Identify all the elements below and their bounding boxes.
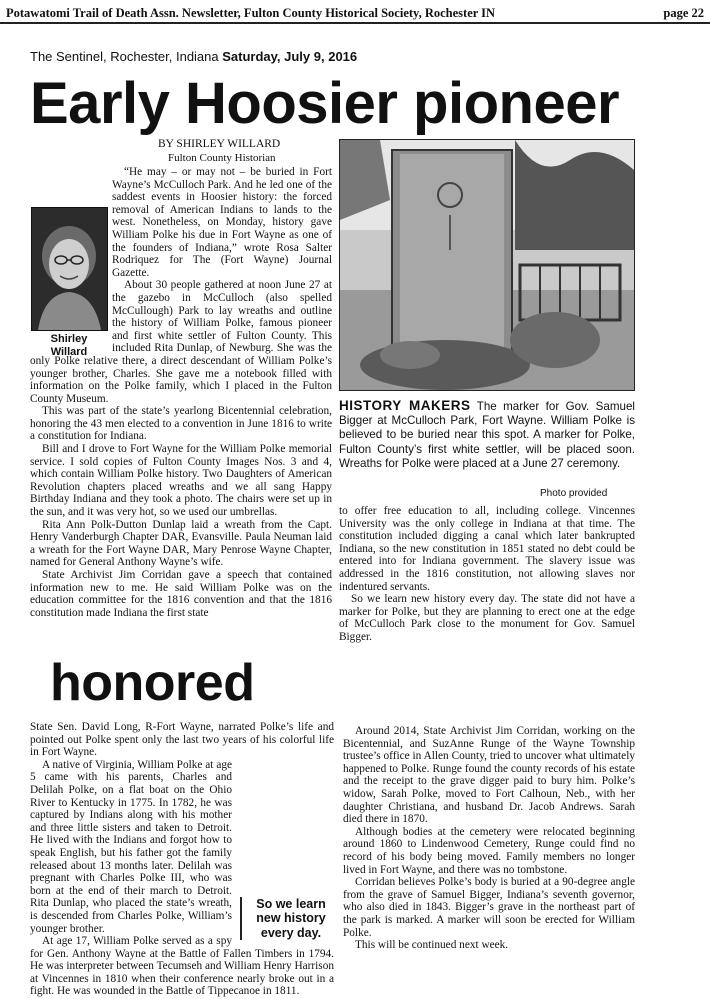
caption-label: HISTORY MAKERS — [339, 398, 471, 413]
paragraph: Although bodies at the cemetery were relocated beginning around 1860 to Lindenwood Cemetery, Runge could find no record of his body being moved. Family members no longer lived in Fort Wayne, and there was no tombstone. — [343, 825, 635, 876]
paragraph: So we learn new history every day. The state did not have a marker for Polke, but they are planning to erect one at the edge of McCulloch Park close to the monument for Gov. Samuel Bigger. — [339, 593, 635, 643]
paragraph: “He may – or may not – be buried in Fort Wayne’s McCulloch Park. And he led one of the saddest events in Hoosier history: the forced removal of American Indians to lands to the west. Nonetheless, on Monday, history gave William Polke his due in Fort Wayne as one of the founders of Indiana,” wrote Rosa Salter Rodriquez for The (Fort Wayne) Journal Gazette. — [112, 166, 332, 279]
article-column-3 — [30, 721, 334, 998]
author-first-name: Shirley — [50, 333, 88, 345]
paragraph: About 30 people gathered at noon June 27 at the gazebo in McCulloch (also spelled McCullough) Park to lay wreaths and outline the history of William Polke, famous pioneer and first white settler of Fulton County. This included Rita Dunlap, of Newburg. She was the only Polke relative there, a direct descendant of William Polke’s younger brother, Charles. She gave me a notebook filled with information on the Polke family, which I placed in the Fulton County Museum. — [30, 279, 332, 405]
paragraph: Bill and I drove to Fort Wayne for the William Polke memorial service. I sold copies of Fulton County Images Nos. 3 and 4, which contain William Polke history. Two Daughters of American Revolution chapters placed wreaths and we all sang Happy Birthday Indiana and they took a photo. The chairs were set up in the sun, and it was very hot, so we used our umbrellas. — [30, 443, 332, 519]
paragraph — [30, 758, 334, 940]
newsletter-header — [6, 6, 704, 21]
byline: BY SHIRLEY WILLARD — [158, 138, 281, 150]
paragraph: to offer free education to all, including college. Vincennes University was the only college in Indiana at that time. The constitution included digging a canal which later bankrupted Indiana, so the new constitution in 1851 stated no debt could be entered into for Indiana government. The slavery issue was addressed in the 1816 constitution, not allowing slaves nor indentured servants. — [339, 505, 635, 593]
paragraph: State Archivist Jim Corridan gave a speech that contained information new to me. He said William Polke was on the education committee for the 1816 convention and that the 1816 constitution made Indiana the first state — [30, 569, 332, 619]
photo-credit: Photo provided — [540, 488, 608, 499]
paper-name: The Sentinel, Rochester, Indiana — [30, 49, 219, 64]
newsletter-title: Potawatomi Trail of Death Assn. Newsletter, Fulton County Historical Society, Rochester IN — [6, 6, 496, 20]
page-number: page 22 — [663, 6, 704, 20]
paragraph: State Sen. David Long, R-Fort Wayne, narrated Polke’s life and pointed out Polke spent only the last two years of his colorful life in Fort Wayne. — [30, 721, 334, 759]
photo-caption — [339, 399, 635, 471]
paragraph: Around 2014, State Archivist Jim Corridan, working on the Bicentennial, and SuzAnne Runge of the Wayne Township trustee’s office in Allen County, tried to uncover what ultimately happened to Polke. Runge found the county records of his estate and the receipt to the grave digger paid to bury him. Polke’s widow, Sarah Polke, moved to Fort Calhoun, Neb., with her daughter Christiana, and husband Dr. Jacob Andrews. Sarah died there in 1870. — [343, 725, 635, 826]
continued-note: This will be continued next week. — [355, 939, 509, 952]
article-column-4 — [343, 725, 635, 952]
author-last-name: Willard — [50, 346, 88, 358]
headline: Early Hoosier pioneer — [30, 71, 620, 136]
monument-photo-image — [340, 140, 634, 390]
mug-spacer — [30, 166, 112, 349]
dateline — [30, 49, 357, 64]
paragraph: Rita Ann Polk-Dutton Dunlap laid a wreath from the Capt. Henry Vanderburgh Chapter DAR, Evansville. Paula Neuman laid a wreath for the Fort Wayne DAR, Mary Penrose Wayne Chapter, named for General Anthony Wayne’s wife. — [30, 518, 332, 569]
pull-quote: So we learn new history every day. — [240, 897, 334, 940]
issue-date: Saturday, July 9, 2016 — [222, 49, 358, 64]
header-rule — [0, 22, 710, 24]
byline-title: Fulton County Historian — [168, 152, 276, 164]
subheadline: honored — [50, 654, 255, 712]
caption-text: The marker for Gov. Samuel Bigger at McCulloch Park, Fort Wayne. William Polke is believed to be buried near this spot. A marker for Polke, Fulton County’s first white settler, will be placed soon. Wreaths for Polke were placed at a June 27 ceremony. — [339, 400, 635, 470]
article-column-2 — [339, 505, 635, 644]
marker-photo — [339, 139, 635, 391]
paragraph: Corridan believes Polke’s body is buried at a 90-degree angle from the grave of Samuel Bigger, Indiana’s seventh governor, who also died in 1843. Bigger’s grave in the northeast part of the park is marked. A marker will soon be erected for William Polke. — [343, 876, 635, 939]
paragraph-text: A native of Virginia, William Polke at age 5 came with his parents, Charles and Delilah Polke, on a flat boat on the Ohio River to Kentucky in 1775. In 1782, he was captured by Indians along with his mother and three little sisters and taken to Detroit. He lived with the Indians and forgot how to speak English, but his father got the family released about 13 months later. Delilah was pregnant with Charles Polke III, who was born at the end of their march to Detroit. Rita Dunlap, who placed the state’s wreath, is descended from Charles Polke, William’s younger brother. — [30, 758, 232, 935]
paragraph: This was part of the state’s yearlong Bicentennial celebration, honoring the 43 men elected to a convention in June 1816 to write a constitution for Indiana. — [30, 405, 332, 443]
article-column-1-flow — [30, 166, 332, 619]
paragraph: At age 17, William Polke served as a spy for Gen. Anthony Wayne at the Battle of Fallen Timbers in 1794. He was interpreter between Tecumseh and William Henry Harrison at Vincennes in 1810 when their conference nearly broke out in a fight. He was wounded in the Battle of Tippecanoe in 1811. — [30, 935, 334, 998]
